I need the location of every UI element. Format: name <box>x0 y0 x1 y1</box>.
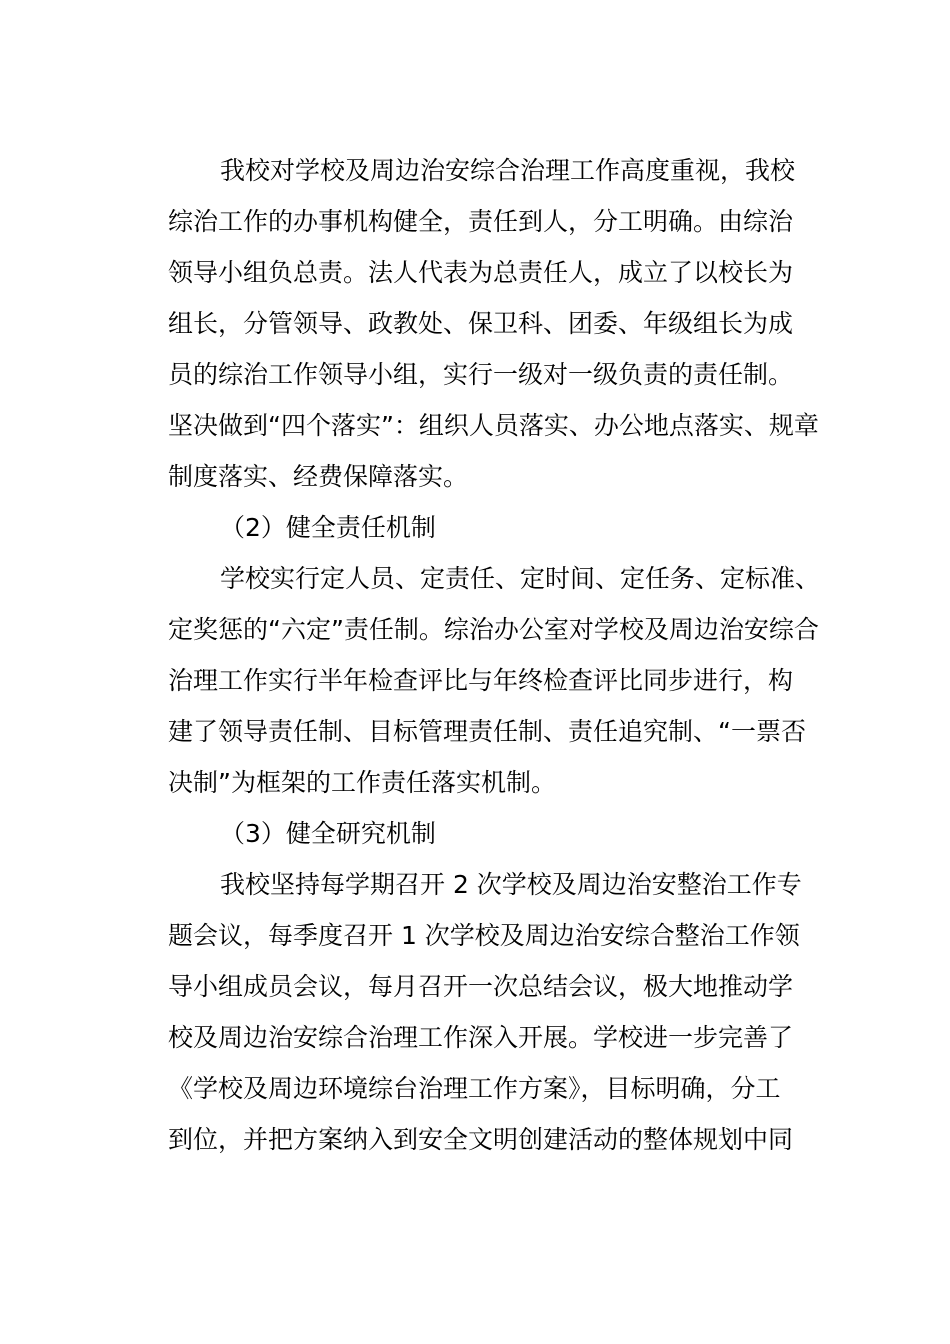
text-line: 《学校及周边环境综台治理工作方案》，目标明确，分工 <box>168 1074 781 1103</box>
document-body <box>168 145 838 1165</box>
heading-text: （3）健全研究机制 <box>220 819 436 848</box>
text-line: 建了领导责任制、目标管理责任制、责任追究制、“一票否 <box>168 717 806 746</box>
paragraph-research <box>168 859 838 1165</box>
text-line: 我校坚持每学期召开 2 次学校及周边治安整治工作专 <box>220 870 802 899</box>
text-line: 我校对学校及周边治安综合治理工作高度重视，我校 <box>220 156 796 185</box>
text-line: 治理工作实行半年检查评比与年终检查评比同步进行，构 <box>168 666 794 695</box>
text-line: 校及周边治安综合治理工作深入开展。学校进一步完善了 <box>168 1023 794 1052</box>
text-line: 坚决做到“四个落实”：组织人员落实、办公地点落实、规章 <box>168 411 819 440</box>
text-line: 综治工作的办事机构健全，责任到人，分工明确。由综治 <box>168 207 794 236</box>
text-line: 领导小组负总责。法人代表为总责任人，成立了以校长为 <box>168 258 794 287</box>
text-line: 定奖惩的“六定”责任制。综治办公室对学校及周边治安综合 <box>168 615 819 644</box>
text-line: 决制”为框架的工作责任落实机制。 <box>168 768 556 797</box>
heading-text: （2）健全责任机制 <box>220 513 436 542</box>
text-line: 到位，并把方案纳入到安全文明创建活动的整体规划中同 <box>168 1125 794 1154</box>
section-heading-research <box>168 808 838 859</box>
paragraph-organization <box>168 145 838 502</box>
text-line: 题会议，每季度召开 1 次学校及周边治安综合整治工作领 <box>168 921 800 950</box>
text-line: 学校实行定人员、定责任、定时间、定任务、定标准、 <box>220 564 821 593</box>
text-line: 组长，分管领导、政教处、保卫科、团委、年级组长为成 <box>168 309 794 338</box>
paragraph-responsibility <box>168 553 838 808</box>
text-line: 制度落实、经费保障落实。 <box>168 462 469 491</box>
text-line: 员的综治工作领导小组，实行一级对一级负责的责任制。 <box>168 360 794 389</box>
text-line: 导小组成员会议，每月召开一次总结会议，极大地推动学 <box>168 972 794 1001</box>
section-heading-responsibility <box>168 502 838 553</box>
